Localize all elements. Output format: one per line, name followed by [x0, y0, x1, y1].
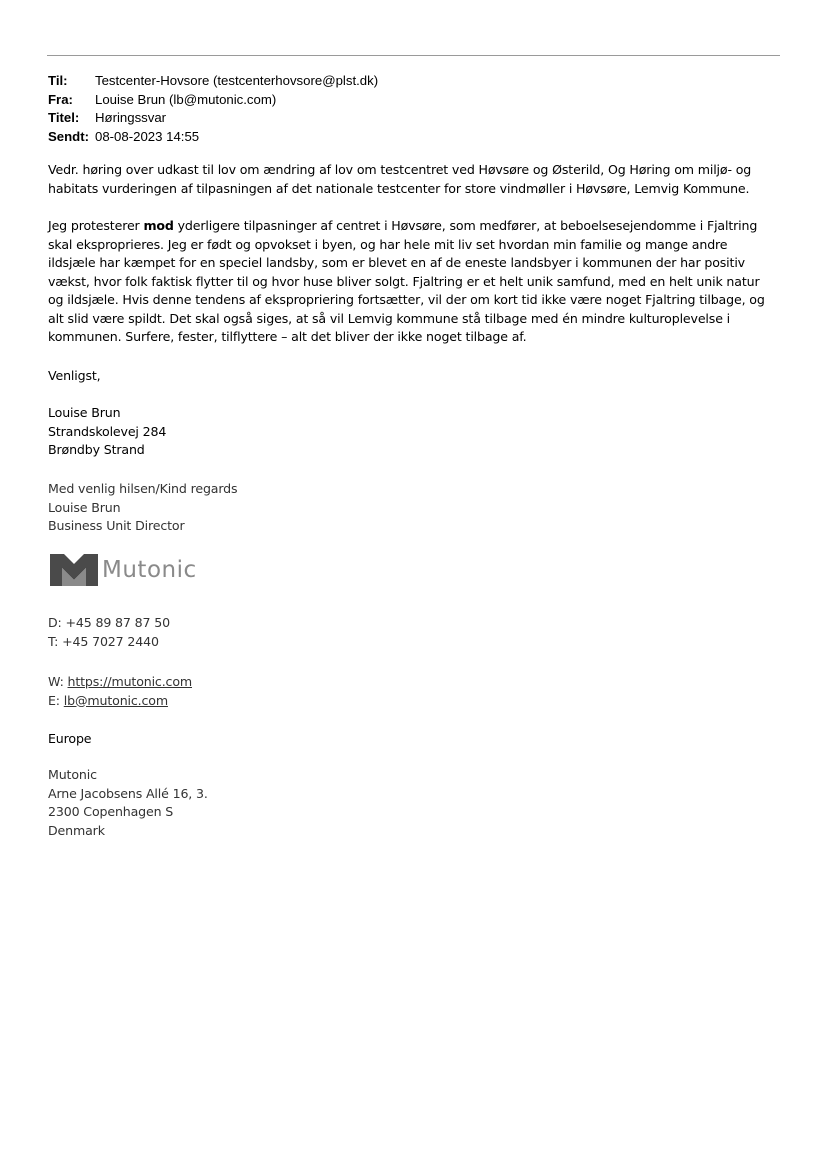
text-line: habitats vurderingen af tilpasningen af det nationale testcenter for store vindmøller i Høvsøre, Lemvig Kommune.: [48, 180, 750, 196]
web-email-block: [48, 673, 788, 710]
office-address: [48, 766, 788, 840]
paragraph-subject: [48, 161, 788, 198]
to-row: [48, 72, 378, 91]
website-link[interactable]: https://mutonic.com: [67, 674, 193, 689]
signature-line: Business Unit Director: [48, 518, 185, 533]
paragraph-protest: [48, 217, 788, 347]
region-heading: Europe: [48, 731, 92, 746]
to-value: Testcenter-Hovsore (testcenterhovsore@plst.dk): [95, 73, 379, 88]
from-value: Louise Brun (lb@mutonic.com): [95, 91, 277, 107]
main-phone: T: +45 7027 2440: [48, 633, 159, 649]
from-row: [48, 91, 378, 110]
emphasis-mod: mod: [143, 218, 174, 233]
title-row: [48, 109, 378, 128]
direct-phone: D: +45 89 87 87 50: [48, 615, 170, 630]
mutonic-logo: [50, 552, 197, 588]
sent-row: [48, 128, 378, 147]
text-line: skal eksproprieres. Jeg er født og opvokset i byen, og har hele mit liv set hvordan min familie og mange andre: [48, 236, 728, 252]
from-label: Fra:: [48, 91, 73, 107]
address-line: Louise Brun: [48, 405, 121, 420]
sent-label: Sendt:: [48, 128, 90, 144]
text-line: Jeg protesterer mod yderligere tilpasninger af centret i Høvsøre, som medfører, at beboelsesejendomme i Fjaltring: [48, 218, 758, 233]
text-line: Vedr. høring over udkast til lov om ændring af lov om testcentret ved Høvsøre og Østerild, Og Høring om miljø- og: [48, 162, 752, 177]
text-line: og ildsjæle. Hvis denne tendens af ekspropriering fortsætter, vil der om kort tid ikke være noget Fjaltring tilbage, og: [48, 292, 765, 307]
web-line: W: https://mutonic.com: [48, 674, 193, 689]
office-line: Arne Jacobsens Allé 16, 3.: [48, 785, 208, 801]
phone-block: [48, 614, 788, 651]
signature-block: [48, 480, 788, 536]
signature-line: Louise Brun: [48, 499, 121, 515]
text-line: vækst, hvor folk faktisk flytter til og hvor huse bliver solgt. Fjaltring er et helt unik samfund, med en helt unik natur: [48, 273, 760, 289]
office-line: 2300 Copenhagen S: [48, 804, 174, 819]
text-line: alt slid være spildt. Det skal også siges, at så vil Lemvig kommune stå tilbage med én mindre kulturoplevelse i: [48, 310, 730, 326]
text-line: ildsjæle har kæmpet for en speciel landsby, som er blevet en af de eneste landsbyer i kommunen der har positiv: [48, 255, 745, 270]
address-line: Strandskolevej 284: [48, 423, 167, 439]
to-label: Til:: [48, 73, 68, 88]
address-line: Brøndby Strand: [48, 442, 145, 457]
logo-text: Mutonic: [102, 557, 197, 583]
email-line: E: lb@mutonic.com: [48, 692, 168, 708]
title-value: Høringssvar: [95, 110, 167, 125]
email-link[interactable]: lb@mutonic.com: [63, 692, 168, 708]
text-line: kommunen. Surfere, fester, tilflyttere – alt det bliver der ikke noget tilbage af.: [48, 329, 527, 344]
signature-line: Med venlig hilsen/Kind regards: [48, 481, 238, 496]
sent-value: 08-08-2023 14:55: [95, 128, 200, 144]
sender-address: [48, 404, 788, 460]
email-header: [48, 72, 378, 146]
office-line: Denmark: [48, 822, 105, 838]
header-divider: [47, 55, 780, 56]
title-label: Titel:: [48, 110, 80, 125]
closing-greeting: Venligst,: [48, 368, 101, 383]
mutonic-logo-icon: [50, 552, 98, 588]
office-line: Mutonic: [48, 767, 97, 782]
